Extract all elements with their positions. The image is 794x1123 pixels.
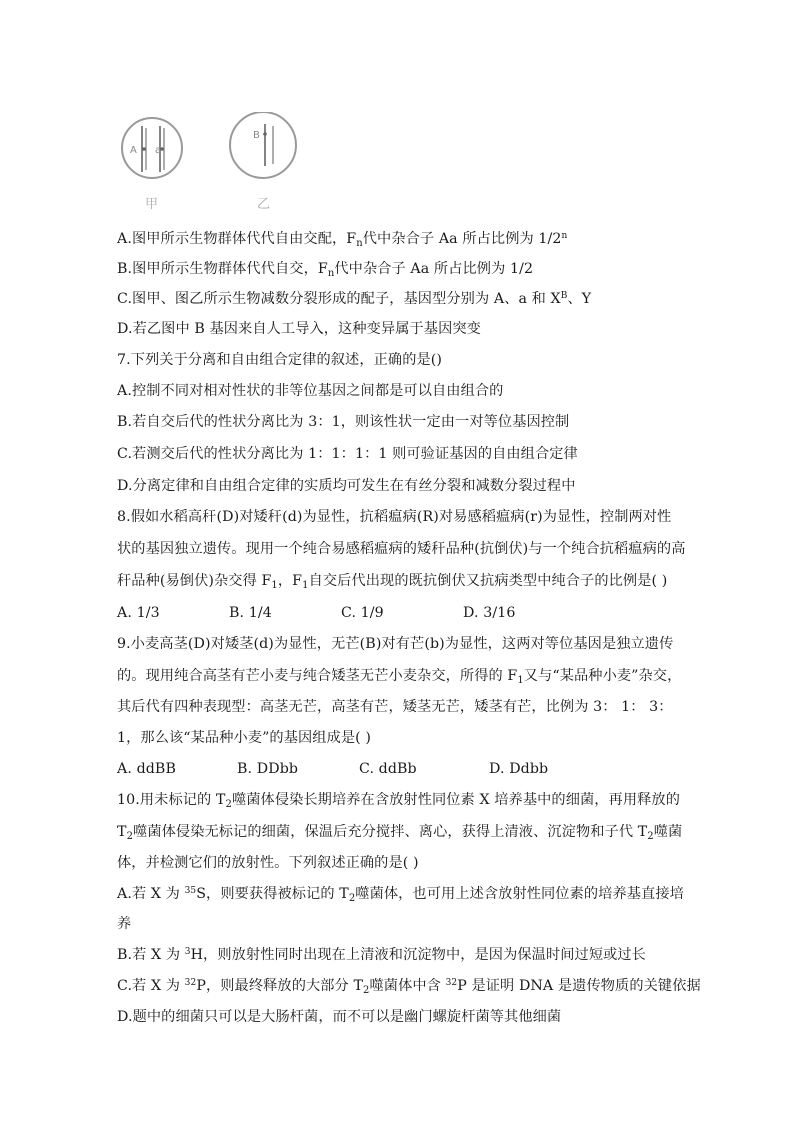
q7-stem: 7.下列关于分离和自由组合定律的叙述，正确的是()	[117, 352, 443, 368]
q6-option-c: C.图甲、图乙所示生物减数分裂形成的配子，基因型分别为 A、a 和 $X^B$、Y	[117, 291, 592, 307]
cell-yi	[230, 112, 296, 212]
q10-option-a: A.若 X 为 $^{35}$S，则要获得被标记的 $T_2$噬菌体，也可用上述含放射性同位素的培养基直接培	[117, 886, 684, 904]
q9-option-b: B. DDbb	[237, 761, 299, 777]
gene-B-label: B	[253, 130, 260, 141]
q7-option-c: C.若测交后代的性状分离比为 1：1：1：1 则可验证基因的自由组合定律	[117, 446, 578, 462]
q6-option-b: B.图甲所示生物群体代代自交，$F_n$代中杂合子 Aa 所占比例为 1/2	[117, 261, 534, 279]
q7-option-d: D.分离定律和自由组合定律的实质均可发生在有丝分裂和减数分裂过程中	[117, 478, 576, 494]
q10-stem-line1: 10.用未标记的 $T_2$噬菌体侵染长期培养在含放射性同位素 X 培养基中的细菌，再用释放的	[117, 792, 680, 810]
q10-option-a-cont: 养	[117, 916, 132, 932]
q10-option-b: B.若 X 为 $^3$H，则放射性同时出现在上清液和沉淀物中，是因为保温时间过短或过长	[117, 947, 646, 963]
q9-option-d: D. Ddbb	[489, 761, 549, 777]
q8-option-a: A. 1/3	[117, 605, 160, 621]
q10-stem-line3: 体，并检测它们的放射性。下列叙述正确的是( )	[117, 855, 419, 871]
q9-option-a: A. ddBB	[117, 761, 176, 777]
label-jia: 甲	[145, 197, 159, 212]
cell-figure	[118, 112, 308, 214]
q8-options	[117, 603, 687, 623]
cell-jia	[122, 118, 182, 212]
q6-option-a: A.图甲所示生物群体代代自由交配，$F_n$代中杂合子 Aa 所占比例为 1/2$^n$	[117, 231, 568, 249]
q8-option-d: D. 3/16	[463, 605, 516, 621]
q9-stem-line4: 1，那么该“某品种小麦”的基因组成是( )	[117, 730, 372, 746]
q10-option-c: C.若 X 为 $^{32}$P，则最终释放的大部分 $T_2$噬菌体中含 $^{32}$P 是证明 DNA 是遗传物质的关键依据	[117, 978, 701, 996]
q9-stem-line1: 9.小麦高茎(D)对矮茎(d)为显性，无芒(B)对有芒(b)为显性，这两对等位基因是独立遗传	[117, 636, 674, 652]
q10-option-d: D.题中的细菌只可以是大肠杆菌，而不可以是幽门螺旋杆菌等其他细菌	[117, 1009, 562, 1025]
q8-stem-line3: 秆品种(易倒伏)杂交得 $F_1$，$F_1$自交后代出现的既抗倒伏又抗病类型中纯合子的比例是( )	[117, 573, 668, 591]
q9-stem-line2: 的。现用纯合高茎有芒小麦与纯合矮茎无芒小麦杂交，所得的 $F_1$又与“某品种小麦”杂交，	[117, 668, 682, 686]
q8-stem-line2: 状的基因独立遗传。现用一个纯合易感稻瘟病的矮秆品种(抗倒伏)与一个纯合抗稻瘟病的高	[117, 541, 686, 557]
gene-A-label: A	[130, 145, 137, 156]
q7-option-a: A.控制不同对相对性状的非等位基因之间都是可以自由组合的	[117, 383, 504, 399]
q8-option-b: B. 1/4	[229, 605, 272, 621]
q8-stem-line1: 8.假如水稻高秆(D)对矮秆(d)为显性，抗稻瘟病(R)对易感稻瘟病(r)为显性，控制两对性	[117, 509, 672, 525]
q9-stem-line3: 其后代有四种表现型：高茎无芒，高茎有芒，矮茎无芒，矮茎有芒，比例为 3： 1： 3：	[117, 699, 673, 715]
q8-option-c: C. 1/9	[341, 605, 384, 621]
q6-option-d: D.若乙图中 B 基因来自人工导入，这种变异属于基因突变	[117, 321, 481, 337]
label-yi: 乙	[257, 197, 271, 212]
q9-option-c: C. ddBb	[359, 761, 417, 777]
q9-options	[117, 759, 687, 779]
q10-stem-line2: $T_2$噬菌体侵染无标记的细菌，保温后充分搅拌、离心，获得上清液、沉淀物和子代 $T_2$噬菌	[117, 824, 683, 842]
gene-a-label: a	[155, 145, 162, 156]
q7-option-b: B.若自交后代的性状分离比为 3：1，则该性状一定由一对等位基因控制	[117, 414, 570, 430]
